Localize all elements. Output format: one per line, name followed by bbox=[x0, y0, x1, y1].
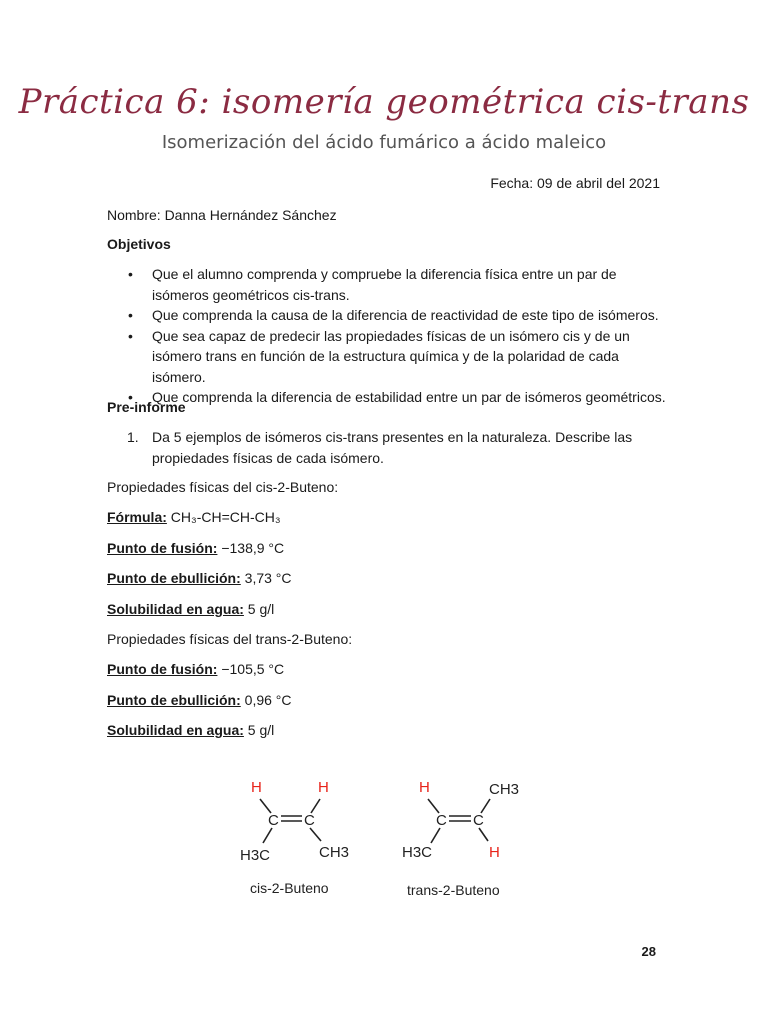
boiling-label: Punto de ebullición: bbox=[107, 692, 241, 708]
bond-line bbox=[481, 799, 490, 813]
cis-melting-point bbox=[107, 540, 284, 556]
hydrogen-label: H bbox=[318, 779, 329, 796]
objectives-heading: Objetivos bbox=[107, 236, 171, 252]
trans-2-butene-structure bbox=[402, 779, 519, 898]
page-title: Práctica 6: isomería geométrica cis-trans bbox=[18, 82, 750, 122]
objective-item: • Que el alumno comprenda y compruebe la diferencia física entre un par de isómeros geométricos cis-trans. bbox=[107, 264, 667, 305]
trans-2-butene-name: trans-2-Buteno bbox=[407, 882, 500, 898]
melting-label: Punto de fusión: bbox=[107, 540, 218, 556]
butene-structures-figure bbox=[230, 765, 540, 910]
boiling-value: 0,96 °C bbox=[244, 692, 292, 708]
carbon-label: C bbox=[473, 812, 484, 829]
melting-value: −105,5 °C bbox=[221, 661, 285, 677]
hydrogen-label: H bbox=[419, 779, 430, 796]
carbon-label: C bbox=[268, 812, 279, 829]
methyl-label: H3C bbox=[240, 847, 271, 864]
bond-line bbox=[479, 828, 488, 841]
hydrogen-label: H bbox=[489, 844, 500, 861]
question-item bbox=[107, 427, 667, 468]
carbon-label: C bbox=[304, 812, 315, 829]
melting-value: −138,9 °C bbox=[221, 540, 285, 556]
objectives-list bbox=[107, 264, 667, 408]
question-list bbox=[107, 427, 667, 468]
hydrogen-label: H bbox=[251, 779, 262, 796]
objective-item: • Que comprenda la diferencia de estabilidad entre un par de isómeros geométricos. bbox=[107, 387, 667, 408]
cis-2-butene-structure bbox=[240, 779, 349, 896]
bond-line bbox=[263, 828, 272, 843]
objective-item: • Que sea capaz de predecir las propiedades físicas de un isómero cis y de un isómero trans en función de la estructura química y de la polaridad de cada isómero. bbox=[107, 326, 667, 388]
cis-2-butene-name: cis-2-Buteno bbox=[250, 880, 329, 896]
solubility-label: Solubilidad en agua: bbox=[107, 722, 244, 738]
date: Fecha: 09 de abril del 2021 bbox=[490, 175, 660, 191]
melting-label: Punto de fusión: bbox=[107, 661, 218, 677]
objective-item: • Que comprenda la causa de la diferencia de reactividad de este tipo de isómeros. bbox=[107, 305, 667, 326]
solubility-value: 5 g/l bbox=[247, 722, 275, 738]
formula-value: CH₃-CH=CH-CH₃ bbox=[170, 509, 281, 525]
trans-solubility bbox=[107, 722, 274, 738]
solubility-value: 5 g/l bbox=[247, 601, 275, 617]
trans-melting-point bbox=[107, 661, 284, 677]
bond-line bbox=[311, 799, 320, 813]
student-name: Nombre: Danna Hernández Sánchez bbox=[107, 207, 337, 223]
cis-boiling-point bbox=[107, 570, 292, 586]
methyl-label: CH3 bbox=[489, 781, 520, 798]
bond-line bbox=[310, 828, 321, 841]
cis-formula bbox=[107, 509, 281, 525]
page-number: 28 bbox=[641, 944, 656, 959]
question-number: 1. bbox=[127, 429, 139, 445]
solubility-label: Solubilidad en agua: bbox=[107, 601, 244, 617]
carbon-label: C bbox=[436, 812, 447, 829]
page-subtitle: Isomerización del ácido fumárico a ácido maleico bbox=[161, 132, 607, 153]
trans-intro: Propiedades físicas del trans-2-Buteno: bbox=[107, 631, 353, 647]
boiling-label: Punto de ebullición: bbox=[107, 570, 241, 586]
trans-boiling-point bbox=[107, 692, 292, 708]
methyl-label: CH3 bbox=[319, 844, 350, 861]
formula-label: Fórmula: bbox=[107, 509, 167, 525]
bond-line bbox=[431, 828, 440, 843]
cis-solubility bbox=[107, 601, 274, 617]
question-text: Da 5 ejemplos de isómeros cis-trans presentes en la naturaleza. Describe las propiedades físicas de cada isómero. bbox=[152, 429, 633, 466]
cis-intro: Propiedades físicas del cis-2-Buteno: bbox=[107, 479, 339, 495]
methyl-label: H3C bbox=[402, 844, 433, 861]
bond-line bbox=[260, 799, 271, 813]
boiling-value: 3,73 °C bbox=[244, 570, 292, 586]
bond-line bbox=[428, 799, 439, 813]
preinforme-heading: Pre-informe bbox=[107, 399, 186, 415]
